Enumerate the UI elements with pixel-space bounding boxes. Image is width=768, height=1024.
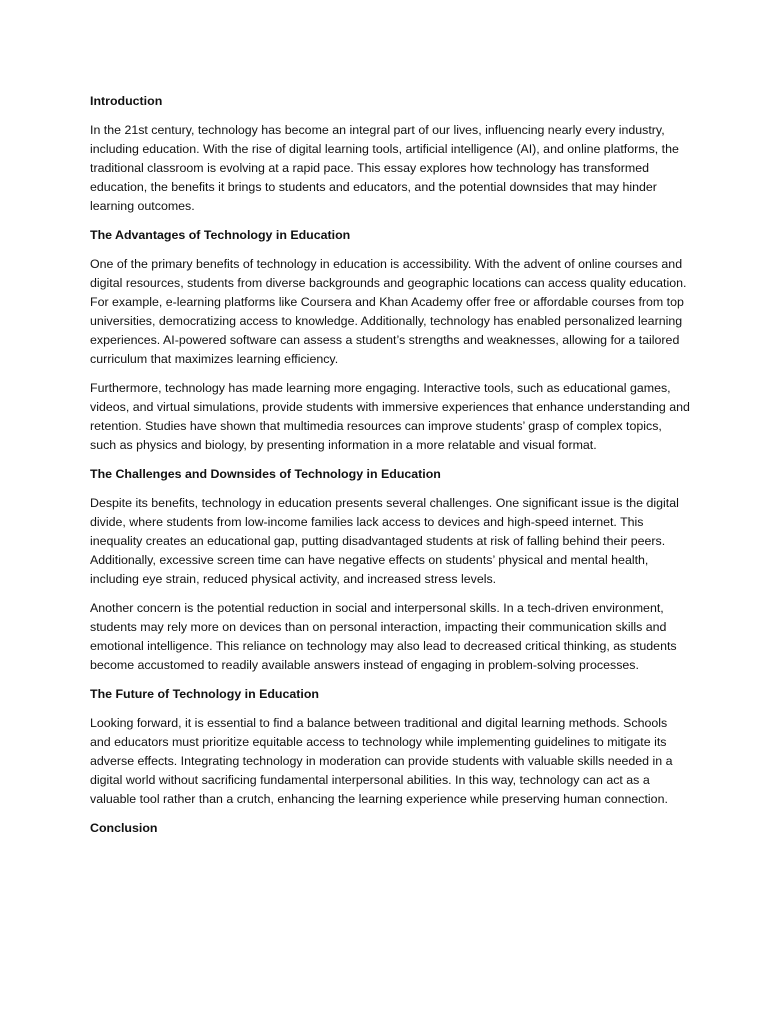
paragraph-introduction: In the 21st century, technology has become an integral part of our lives, influencing nearly every industry, including education. With the rise of digital learning tools, artificial intelligence (AI), and online platforms, the traditional classroom is evolving at a rapid pace. This essay explores how technology has transformed education, the benefits it brings to students and educators, and the potential downsides that may hinder learning outcomes. bbox=[90, 123, 679, 213]
heading-challenges: The Challenges and Downsides of Technology in Education bbox=[90, 467, 441, 481]
paragraph-advantages-2: Furthermore, technology has made learning more engaging. Interactive tools, such as educational games, videos, and virtual simulations, provide students with immersive experiences that enhance understanding and retention. Studies have shown that multimedia resources can improve students’ grasp of complex topics, such as physics and biology, by presenting information in a more relatable and visual format. bbox=[90, 381, 690, 452]
heading-future: The Future of Technology in Education bbox=[90, 687, 319, 701]
paragraph-challenges-2: Another concern is the potential reduction in social and interpersonal skills. In a tech-driven environment, students may rely more on devices than on personal interaction, impacting their communication skills and emotional intelligence. This reliance on technology may also lead to decreased critical thinking, as students become accustomed to readily available answers instead of engaging in problem-solving processes. bbox=[90, 601, 677, 672]
heading-advantages: The Advantages of Technology in Education bbox=[90, 228, 351, 242]
paragraph-advantages-1: One of the primary benefits of technology in education is accessibility. With the advent of online courses and digital resources, students from diverse backgrounds and geographic locations can access quality education. For example, e-learning platforms like Coursera and Khan Academy offer free or affordable courses from top universities, democratizing access to knowledge. Additionally, technology has enabled personalized learning experiences. AI-powered software can assess a student’s strengths and weaknesses, allowing for a tailored curriculum that maximizes learning efficiency. bbox=[90, 257, 687, 366]
document-body bbox=[90, 92, 690, 848]
heading-introduction: Introduction bbox=[90, 94, 163, 108]
heading-conclusion: Conclusion bbox=[90, 821, 158, 835]
paragraph-challenges-1: Despite its benefits, technology in education presents several challenges. One significant issue is the digital divide, where students from low-income families lack access to devices and high-speed internet. This inequality creates an educational gap, putting disadvantaged students at risk of falling behind their peers. Additionally, excessive screen time can have negative effects on students’ physical and mental health, including eye strain, reduced physical activity, and increased stress levels. bbox=[90, 496, 679, 586]
paragraph-future: Looking forward, it is essential to find a balance between traditional and digital learning methods. Schools and educators must prioritize equitable access to technology while implementing guidelines to mitigate its adverse effects. Integrating technology in moderation can provide students with valuable skills needed in a digital world without sacrificing fundamental interpersonal abilities. In this way, technology can act as a valuable tool rather than a crutch, enhancing the learning experience while preserving human connection. bbox=[90, 716, 673, 806]
